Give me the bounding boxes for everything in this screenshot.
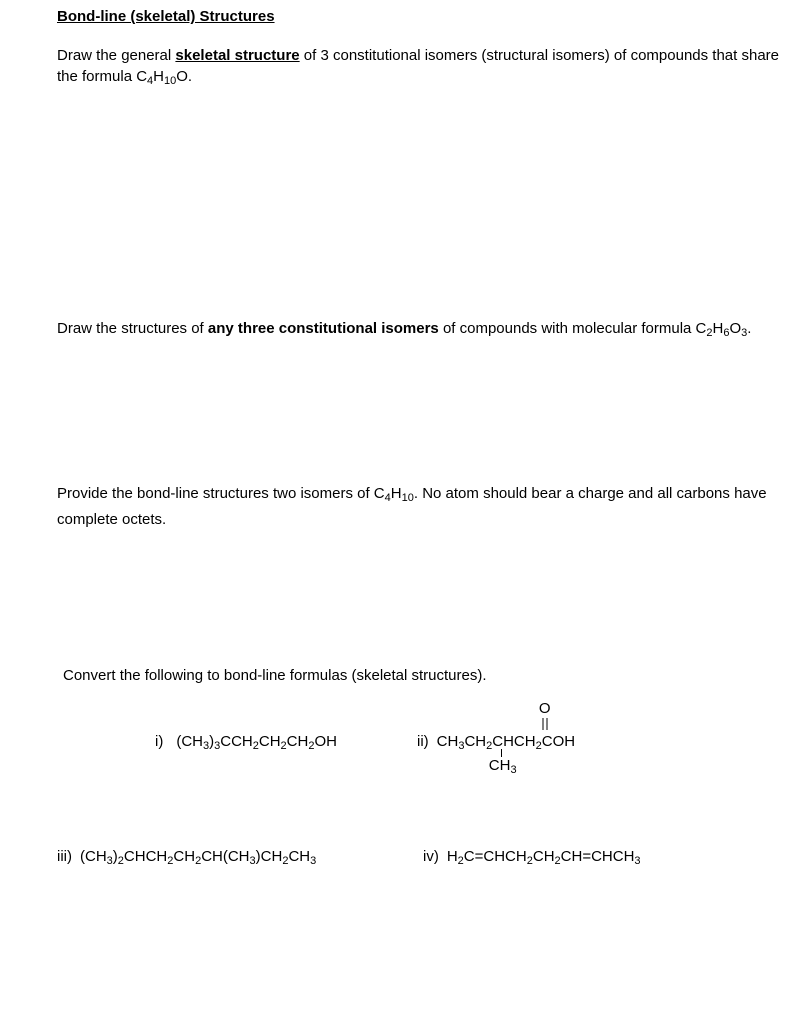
text-segment: 2 [280,740,287,752]
problem-i-formula [176,733,337,750]
text-segment: H [390,485,402,502]
text-segment: CHCH [123,848,168,865]
problem-ii [417,700,576,776]
text-segment: 10 [164,75,177,87]
text-segment: 4 [147,75,154,87]
text-segment: 3 [249,855,256,867]
text-segment: CH [436,733,459,750]
text-segment: CCH [220,733,253,750]
problem-iv-label: iv) [423,848,439,865]
text-segment: O. [176,68,193,85]
question-3-text [57,483,781,530]
text-segment: COH [541,733,576,750]
text-segment: of 3 constitutional isomers (structural isomers) of compounds that share the formula C [57,47,780,85]
text-segment: CH(CH [201,848,250,865]
text-segment: 2 [167,855,174,867]
text-segment: CH [532,848,555,865]
text-segment: 2 [282,855,289,867]
text-segment: 3 [634,855,641,867]
text-segment: H [712,320,724,337]
text-segment: 2 [535,740,542,752]
text-segment: CH [464,733,487,750]
double-bond-icon [542,718,547,730]
text-segment: 2 [486,740,493,752]
text-segment: 6 [723,327,730,339]
problem-iv [423,848,641,870]
text-segment: 2 [457,855,464,867]
text-segment: 2 [526,855,533,867]
problem-iii-label: iii) [57,848,72,865]
problem-i-label: i) [155,733,164,750]
text-segment: CH [286,733,309,750]
text-segment: skeletal structure [175,47,300,64]
text-segment: CH [288,848,311,865]
text-segment: Provide the bond-line structures two isomers of C [57,485,385,502]
text-segment: 3 [203,740,210,752]
text-segment: 10 [401,492,414,504]
text-segment: ) [209,733,215,750]
single-bond-icon [501,749,502,757]
text-segment: CH [173,848,196,865]
text-segment: any three constitutional isomers [207,320,439,337]
text-segment: CH=CHCH [560,848,635,865]
text-segment: 4 [384,492,391,504]
question-2-text [57,318,781,344]
text-segment: H [446,848,458,865]
problem-ii-label: ii) [417,733,429,750]
text-segment: . [747,320,752,337]
text-segment: 2 [117,855,124,867]
problem-iii [57,848,316,870]
text-segment: Draw the general [57,47,176,64]
text-segment: 3 [310,855,317,867]
problem-iii-formula [80,848,316,865]
methyl-branch-group [489,757,517,779]
carbonyl-oxygen-atom: O [538,700,551,717]
text-segment: 3 [214,740,221,752]
text-segment: 2 [195,855,202,867]
text-segment: . No atom should bear a charge and all carbons have complete octets. [57,485,767,528]
text-segment: ) [112,848,118,865]
text-segment: 3 [458,740,465,752]
text-segment: )CH [255,848,283,865]
text-segment: 3 [106,855,113,867]
text-segment: CH [258,733,281,750]
text-segment: 3 [741,327,748,339]
text-segment: CH [488,757,511,774]
text-segment: O [729,320,742,337]
problem-ii-main-chain [437,733,575,750]
text-segment: 3 [510,764,517,776]
text-segment: OH [314,733,337,750]
text-segment: (CH [176,733,203,750]
question-1-text [57,45,781,92]
text-segment: 2 [706,327,713,339]
text-segment: H [153,68,165,85]
text-segment: 2 [308,740,315,752]
text-segment: of compounds with molecular formula C [438,320,707,337]
question-4-text: Convert the following to bond-line formulas (skeletal structures). [63,667,487,684]
text-segment: 2 [554,855,561,867]
text-segment: CHCH [492,733,536,750]
problem-i [155,733,337,755]
text-segment: 2 [252,740,259,752]
page-title: Bond-line (skeletal) Structures [57,8,275,25]
problem-iv-formula [447,848,641,865]
problem-ii-formula [436,700,576,776]
text-segment: Draw the structures of [57,320,208,337]
text-segment: C=CHCH [463,848,527,865]
text-segment: (CH [80,848,107,865]
